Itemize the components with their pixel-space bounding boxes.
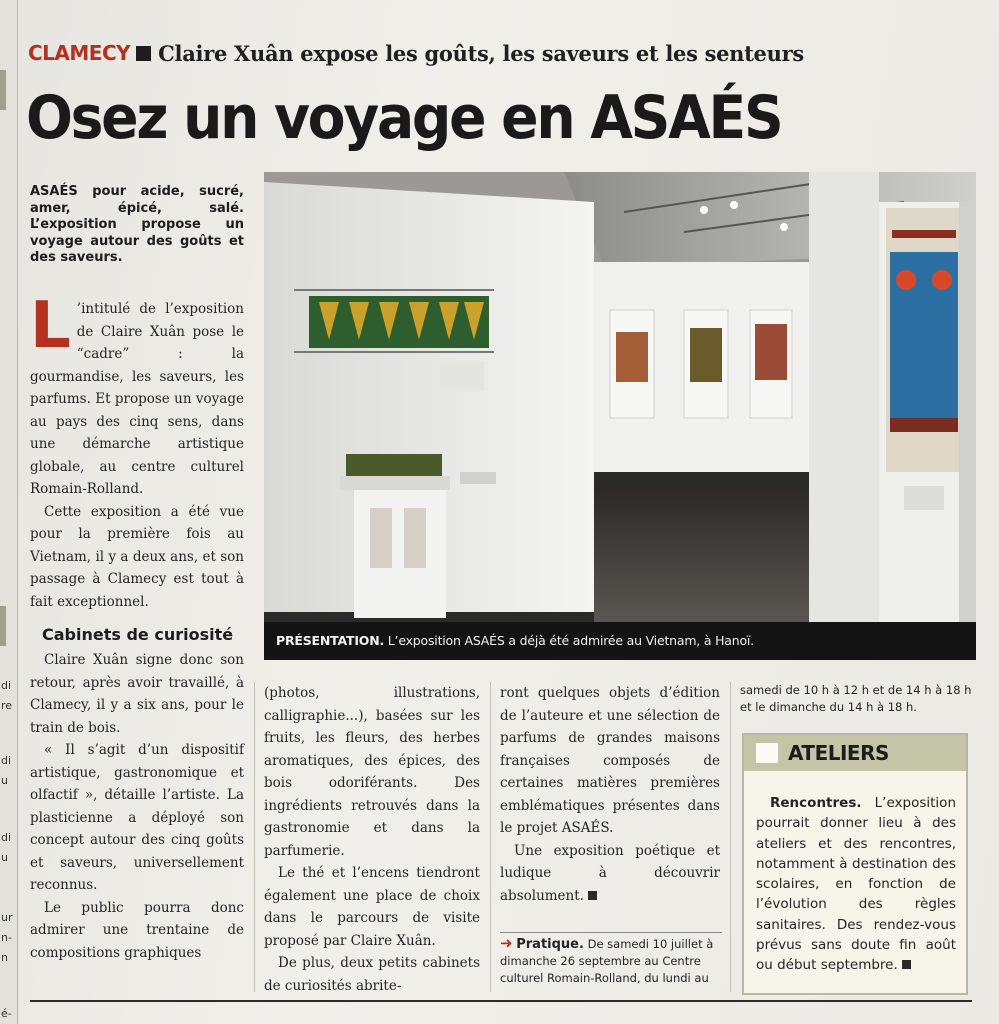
article-paragraph: Une exposition poétique et ludique à découvrir absolument. — [500, 842, 720, 904]
caption-label: PRÉSENTATION. — [276, 633, 385, 648]
pratique-text: De samedi 10 juillet à dimanche 26 septembre au Centre culturel Romain-Rolland, du lundi au — [500, 937, 714, 985]
strip-fragment: é- — [1, 1007, 12, 1020]
arrow-right-icon: ➜ — [500, 934, 513, 952]
strip-fragment: n- — [1, 931, 12, 944]
ateliers-box-title: ATELIERS — [788, 741, 889, 765]
strip-fragment: di — [1, 679, 12, 692]
exhibition-photo — [264, 172, 976, 622]
square-box-icon — [756, 743, 778, 763]
strip-fragment: u — [1, 851, 8, 864]
chapo: ASAÉS pour acide, sucré, amer, épicé, salé. L’exposition propose un voyage autour des goûts et des saveurs. — [30, 184, 244, 265]
previous-column-strip — [0, 0, 18, 1024]
ateliers-box-body — [756, 793, 956, 976]
ateliers-box — [742, 733, 968, 995]
caption-text: L’exposition ASAÉS a déjà été admirée au Vietnam, à Hanoï. — [387, 633, 754, 648]
ateliers-paragraph: Rencontres. L’exposition pourrait donner lieu à des ateliers et des rencontres, notamment à destination des scolaires, en fonction de l’évolution des règles sanitaires. Des rendez-vous prévus sans doute fin août ou début septembre. — [756, 795, 956, 974]
strip-fragment: di — [1, 754, 12, 767]
pratique-continued: samedi de 10 h à 12 h et de 14 h à 18 h et le dimanche du 14 h à 18 h. — [740, 683, 972, 714]
strip-fragment: ur — [1, 911, 13, 924]
article-column-1 — [30, 289, 244, 964]
headline: Osez un voyage en ASAÉS — [26, 83, 782, 153]
photo-caption — [264, 622, 976, 660]
article-subhead: Cabinets de curiosité — [42, 625, 234, 644]
kicker — [28, 38, 804, 68]
ateliers-box-header — [744, 735, 966, 771]
strip-fragment: n — [1, 951, 8, 964]
kicker-place: CLAMECY — [28, 41, 131, 65]
end-mark-icon — [902, 960, 911, 969]
article-paragraph: Cette exposition a été vue pour la première fois au Vietnam, il y a deux ans, et son passage à Clamecy est tout à fait exceptionnel. — [30, 503, 244, 610]
square-bullet-icon — [136, 46, 151, 61]
bottom-rule — [30, 1000, 972, 1002]
article-paragraph: De plus, deux petits cabinets de curiosités abrite- — [264, 955, 480, 994]
article-paragraph: Claire Xuân signe donc son retour, après avoir travaillé, à Clamecy, il y a six ans, pour le train de bois. — [30, 652, 244, 736]
article-paragraph: (photos, illustrations, calligraphie...), basées sur les fruits, les fleurs, des herbes aromatiques, des épices, des bois odoriférants. Des ingrédients retrouvés dans la gastronomie et dans la parfumerie. — [264, 685, 480, 859]
article-column-3 — [500, 682, 720, 907]
article-paragraph: Le thé et l’encens tiendront également une place de choix dans le parcours de visite proposé par Claire Xuân. — [264, 865, 480, 949]
column-rule — [490, 682, 491, 992]
end-mark-icon — [588, 891, 597, 900]
article-paragraph: Le public pourra donc admirer une trentaine de compositions graphiques — [30, 899, 244, 961]
pratique-info — [500, 932, 722, 987]
column-rule — [730, 682, 731, 992]
article-paragraph: « Il s’agit d’un dispositif artistique, gastronomique et olfactif », détaille l’artiste. La plasticienne a déployé son concept autour des cinq goûts et saveurs, universellement reconnus. — [30, 742, 244, 893]
column-rule — [254, 682, 255, 992]
pratique-label: Pratique. — [516, 937, 584, 952]
strip-fragment: u — [1, 774, 8, 787]
strip-fragment: di — [1, 831, 12, 844]
kicker-subtitle: Claire Xuân expose les goûts, les saveurs et les senteurs — [158, 40, 804, 66]
article-paragraph: L ’intitulé de l’exposition de Claire Xuân pose le “cadre” : la gourmandise, les saveurs, les parfums. Et propose un voyage au pays des cinq sens, dans une démarche artistique globale, au centre culturel Romain-Rolland. — [30, 289, 244, 497]
article-paragraph: ront quelques objets d’édition de l’auteure et une sélection de parfums de grandes maisons françaises composés de certaines matières premières emblématiques présentes dans le projet ASAÉS. — [500, 685, 720, 836]
drop-cap: L — [30, 289, 71, 363]
strip-fragment: re — [1, 699, 13, 712]
article-column-2 — [264, 682, 480, 997]
